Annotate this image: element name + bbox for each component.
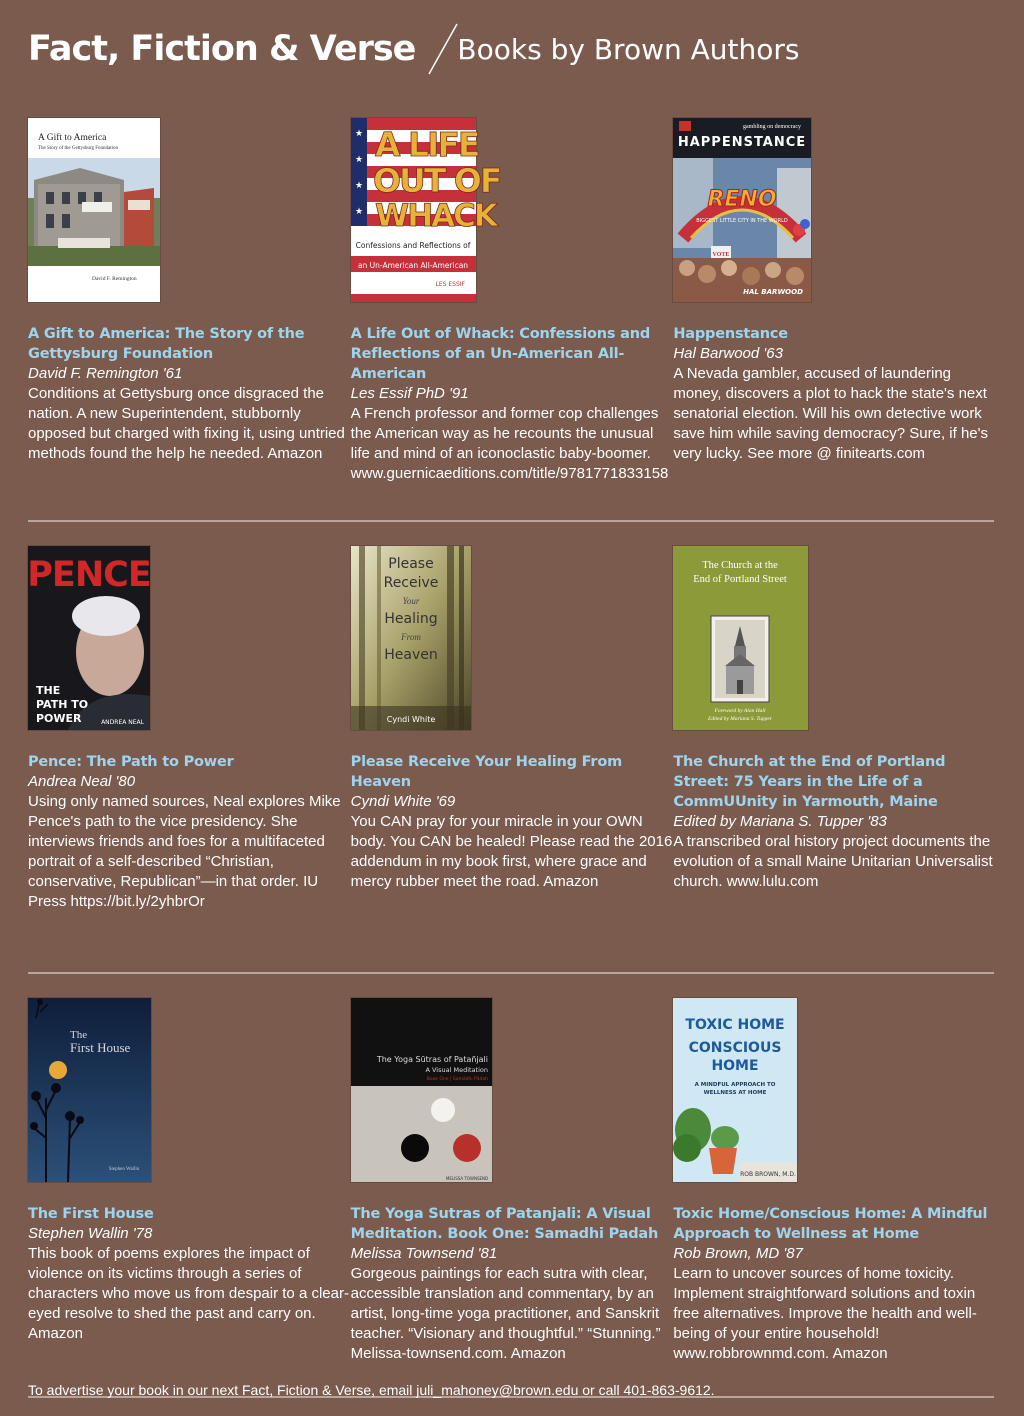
book-author: Rob Brown, MD '87: [673, 1245, 803, 1262]
book-cover-church-portland-street[interactable]: [673, 546, 808, 730]
book-description: A Nevada gambler, accused of laundering money, discovers a plot to hack the state's next senatorial election. Will his own detective work save him while saving democracy? Sure, if he's very lucky. See more @ finitearts.com: [673, 365, 989, 462]
book-author: Cyndi White '69: [350, 793, 456, 810]
title-separator: [421, 22, 461, 76]
book-author: Melissa Townsend '81: [350, 1245, 498, 1262]
book-cover-pence[interactable]: [28, 546, 150, 730]
cover-subtitle: THE: [36, 684, 61, 697]
cover-author: ROB BROWN, M.D.: [740, 1171, 797, 1178]
star-icon: ★: [354, 128, 363, 138]
book-description: A transcribed oral history project documents the evolution of a small Maine Unitarian Universalist church. www.lulu.com: [673, 833, 993, 890]
book-author: Les Essif PhD '91: [350, 385, 469, 402]
cover-author: ANDREA NEAL: [101, 719, 144, 726]
cover-title-line: The: [70, 1029, 88, 1041]
cover-title-line: HOME: [711, 1058, 759, 1074]
book-title: The Yoga Sutras of Patanjali: A Visual Meditation. Book One: Samadhi Padah: [350, 1206, 659, 1242]
cover-subtitle: Confessions and Reflections of: [355, 241, 471, 250]
book-entry: [28, 118, 351, 520]
cover-word: Heaven: [383, 647, 438, 663]
star-icon: ★: [354, 206, 363, 216]
book-row: [28, 118, 996, 520]
cover-subtitle: A MINDFUL APPROACH TO: [694, 1082, 776, 1088]
cover-title-line: A LIFE: [374, 125, 479, 164]
book-description: Conditions at Gettysburg once disgraced the nation. A new Superintendent, stubbornly opposed but charged with fixing it, using untried methods found the help he needed. Amazon: [28, 385, 345, 462]
book-entry: [28, 546, 351, 972]
cover-title-line: The Church at the: [702, 560, 779, 571]
cover-title: A Gift to America: [38, 133, 107, 143]
book-description: Using only named sources, Neal explores Mike Pence's path to the vice presidency. She interviews friends and foes for a multifaceted portrait of a self-described “Christian, conservative, Republican”—in that order. IU Press https://bit.ly/2yhbrOr: [28, 793, 341, 910]
cover-editor: Edited by Mariana S. Tupper: [708, 716, 773, 722]
book-author: Andrea Neal '80: [28, 773, 136, 790]
book-title: A Life Out of Whack: Confessions and Reflections of an Un-American All-American: [350, 326, 651, 382]
cover-author: HAL BARWOOD: [743, 288, 804, 296]
book-title: A Gift to America: The Story of the Gettysburg Foundation: [28, 326, 305, 362]
book-title: The First House: [28, 1206, 154, 1222]
book-cover-gift-to-america[interactable]: [28, 118, 160, 302]
star-icon: ★: [354, 180, 363, 190]
cover-subtitle: PATH TO: [36, 698, 89, 711]
book-entry: [673, 998, 996, 1396]
cover-word: Your: [402, 596, 420, 606]
cover-word: From: [400, 632, 421, 642]
cover-word: Healing: [384, 611, 438, 627]
book-title: Happenstance: [673, 326, 788, 342]
cover-title-line: End of Portland Street: [693, 574, 788, 585]
star-icon: ★: [354, 154, 363, 164]
cover-vote-sign: VOTE: [712, 252, 730, 258]
book-description: Gorgeous paintings for each sutra with clear, accessible translation and commentary, by an artist, long-time yoga practitioner, and Sanskrit teacher. “Visionary and thoughtful.” “Stunning.” Melissa-townsend.com. Amazon: [350, 1265, 661, 1362]
cover-title-line: WHACK: [374, 198, 496, 234]
advertise-footer: To advertise your book in our next Fact, Fiction & Verse, email juli_mahoney@brown.edu or call 401-863-9612.: [28, 1382, 715, 1398]
cover-subtitle: an Un-American All-American: [357, 261, 468, 270]
cover-title-line: OUT OF: [372, 161, 501, 200]
cover-word: Receive: [383, 575, 439, 591]
book-title: Toxic Home/Conscious Home: A Mindful Approach to Wellness at Home: [673, 1206, 988, 1242]
book-author: Edited by Mariana S. Tupper '83: [673, 813, 887, 830]
cover-foreword: Foreword by Alan Hall: [714, 708, 766, 714]
page-subtitle: Books by Brown Authors: [457, 32, 800, 66]
book-description: This book of poems explores the impact of violence on its victims through a series of characters who move us from despair to a clear-eyed resolve to shed the past and carry on. Amazon: [28, 1245, 349, 1342]
cover-author: Stephen Wallin: [108, 1167, 140, 1172]
book-cover-please-receive[interactable]: [351, 546, 471, 730]
book-title: The Church at the End of Portland Street: 75 Years in the Life of a CommUUnity in Yarmouth, Maine: [673, 754, 946, 810]
book-cover-yoga-sutras[interactable]: [351, 998, 492, 1182]
cover-subtitle: WELLNESS AT HOME: [703, 1090, 767, 1096]
book-entry: [351, 998, 674, 1396]
cover-author: MELISSA TOWNSEND: [445, 1176, 488, 1181]
book-entry: [351, 546, 674, 972]
cover-title-line: CONSCIOUS: [688, 1040, 782, 1056]
book-title: Please Receive Your Healing From Heaven: [350, 754, 623, 790]
cover-title: The Yoga Sūtras of Patañjali: [376, 1055, 488, 1064]
book-entry: [28, 998, 351, 1396]
cover-title-line: TOXIC HOME: [685, 1017, 785, 1033]
book-entry: [673, 118, 996, 520]
book-title: Pence: The Path to Power: [28, 754, 234, 770]
cover-tagline: gambling on democracy: [743, 124, 802, 130]
book-row: [28, 998, 996, 1396]
book-row: [28, 546, 996, 972]
book-entry: [673, 546, 996, 972]
book-cover-toxic-home[interactable]: [673, 998, 797, 1182]
cover-word: Please: [387, 556, 434, 572]
cover-author: Cyndi White: [386, 715, 435, 724]
book-cover-happenstance[interactable]: [673, 118, 811, 302]
page-title: Fact, Fiction & Verse: [28, 29, 416, 69]
book-description: Learn to uncover sources of home toxicity. Implement straightforward solutions and toxin free alternatives. Improve the health and well-being of your entire household! www.robbrownmd.com. Amazon: [673, 1265, 977, 1362]
book-description: A French professor and former cop challenges the American way as he recounts the unusual life and mind of an iconoclastic baby-boomer. www.guernicaeditions.com/title/9781771833158: [350, 405, 669, 482]
book-cover-life-out-of-whack[interactable]: [351, 118, 501, 302]
book-author: Hal Barwood '63: [673, 345, 783, 362]
cover-title: HAPPENSTANCE: [678, 135, 807, 150]
book-description: You CAN pray for your miracle in your OWN body. You CAN be healed! Please read the 2016 addendum in my book first, where grace and mercy rubber meet the road. Amazon: [350, 813, 673, 890]
cover-subtitle: The Story of the Gettysburg Foundation: [38, 146, 119, 151]
book-author: David F. Remington '61: [28, 365, 183, 382]
book-cover-first-house[interactable]: [28, 998, 151, 1182]
cover-book-label: Book One | Samādhi Pādah: [426, 1077, 488, 1082]
cover-sign: RENO: [707, 187, 777, 212]
book-entry: [351, 118, 674, 520]
cover-subtitle: A Visual Meditation: [425, 1066, 488, 1074]
page-header: [28, 22, 799, 76]
books-grid: [28, 118, 996, 1398]
cover-arch-text: BIGGEST LITTLE CITY IN THE WORLD: [696, 218, 789, 224]
book-author: Stephen Wallin '78: [28, 1225, 153, 1242]
cover-subtitle: POWER: [36, 712, 82, 725]
cover-title-line: First House: [70, 1040, 131, 1055]
cover-author: LES ESSIF: [435, 281, 465, 288]
cover-title: PENCE: [27, 555, 151, 595]
cover-author: David F. Remington: [92, 276, 137, 282]
